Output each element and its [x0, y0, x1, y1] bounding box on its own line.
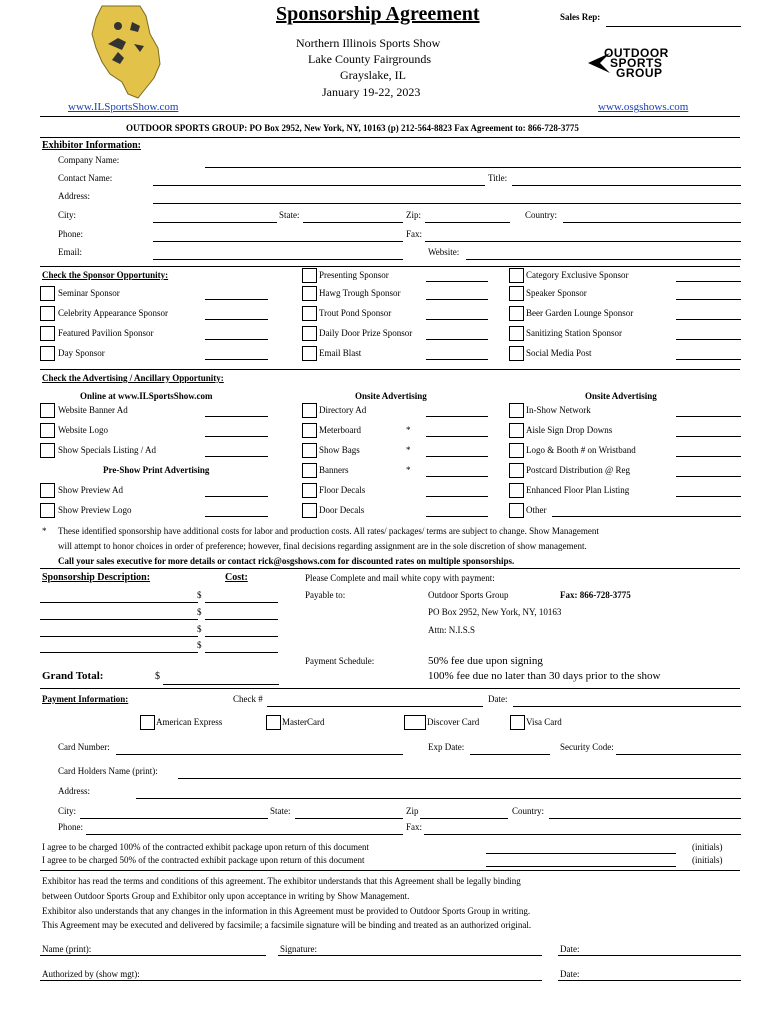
name-print-label: Name (print):: [42, 944, 92, 954]
option-label: Website Banner Ad: [58, 405, 128, 415]
checkbox-american-express[interactable]: [140, 715, 155, 730]
billing-phone-field[interactable]: [86, 834, 403, 835]
checkbox-featured-pavilion-sponsor[interactable]: [40, 326, 55, 341]
title-label: Title:: [488, 173, 508, 183]
grand-total-field[interactable]: [163, 684, 279, 685]
osg-address-line: OUTDOOR SPORTS GROUP: PO Box 2952, New York, NY, 10163 (p) 212-564-8823 Fax Agreement to: 866-728-3775: [126, 123, 579, 133]
price-field[interactable]: [676, 319, 741, 320]
city-field[interactable]: [153, 222, 277, 223]
option-label: Website Logo: [58, 425, 109, 435]
checkbox-in-show-network[interactable]: [509, 403, 524, 418]
checkbox-beer-garden-lounge-sponsor[interactable]: [509, 306, 524, 321]
price-field[interactable]: [426, 281, 488, 282]
price-field[interactable]: [676, 359, 741, 360]
online-heading: Online at www.ILSportsShow.com: [80, 391, 213, 401]
option-label: Speaker Sponsor: [526, 288, 587, 298]
option-label: Aisle Sign Drop Downs: [526, 425, 613, 435]
option-label: Enhanced Floor Plan Listing: [526, 485, 630, 495]
price-field[interactable]: [426, 319, 488, 320]
grand-total-label: Grand Total:: [42, 670, 104, 682]
terms-line-4: This Agreement may be executed and delivered by facsimile; a facsimile signature will be binding and treated as an authorized original.: [42, 920, 532, 930]
billing-phone-label: Phone:: [58, 822, 84, 832]
price-field[interactable]: [676, 299, 741, 300]
country-field[interactable]: [563, 222, 741, 223]
authorized-date-field[interactable]: [558, 980, 741, 981]
advertising-heading: Check the Advertising / Ancillary Opportunity:: [42, 373, 224, 383]
payable-to-label: Payable to:: [305, 590, 346, 600]
option-label: Directory Ad: [319, 405, 367, 415]
price-field[interactable]: [426, 496, 488, 497]
authorized-by-label: Authorized by (show mgt):: [42, 969, 140, 979]
phone-label: Phone:: [58, 229, 84, 239]
preshow-heading: Pre-Show Print Advertising: [103, 465, 210, 475]
option-label: Show Preview Ad: [58, 485, 123, 495]
price-field[interactable]: [426, 456, 488, 457]
checkbox-social-media-post[interactable]: [509, 346, 524, 361]
exp-date-label: Exp Date:: [428, 742, 465, 752]
price-field[interactable]: [676, 456, 741, 457]
checkbox-hawg-trough-sponsor[interactable]: [302, 286, 317, 301]
checkbox-banners[interactable]: [302, 463, 317, 478]
osg-logo-line3: GROUP: [616, 66, 663, 80]
checkbox-show-preview-logo[interactable]: [40, 503, 55, 518]
option-label: Meterboard: [319, 425, 361, 435]
price-field[interactable]: [205, 436, 268, 437]
price-field[interactable]: [426, 359, 488, 360]
terms-line-3: Exhibitor also understands that any changes in the information in this Agreement must be provided to Outdoor Sports Group in writing.: [42, 906, 531, 916]
agree-100-text: I agree to be charged 100% of the contracted exhibit package upon return of this document: [42, 842, 369, 852]
option-label: Sanitizing Station Sponsor: [526, 328, 623, 338]
billing-state-field[interactable]: [295, 818, 403, 819]
option-label: Other: [526, 505, 547, 515]
dollar-sign: $: [197, 607, 202, 617]
company-label: Company Name:: [58, 155, 120, 165]
payment-heading: Payment Information:: [42, 694, 129, 704]
contact-field[interactable]: [153, 185, 485, 186]
card-holder-label: Card Holders Name (print):: [58, 766, 158, 776]
checkbox-sanitizing-station-sponsor[interactable]: [509, 326, 524, 341]
checkbox-visa-card[interactable]: [510, 715, 525, 730]
asterisk-mark: *: [406, 445, 411, 455]
osg-logo: [586, 47, 702, 79]
option-label: Day Sponsor: [58, 348, 105, 358]
check-label: Check #: [233, 694, 263, 704]
option-label: Presenting Sponsor: [319, 270, 389, 280]
option-label: Show Specials Listing / Ad: [58, 445, 157, 455]
billing-address-field[interactable]: [136, 798, 741, 799]
option-label: Floor Decals: [319, 485, 366, 495]
sales-rep-field[interactable]: [606, 26, 741, 27]
payee-attn: Attn: N.I.S.S: [428, 625, 476, 635]
price-field[interactable]: [205, 456, 268, 457]
billing-zip-field[interactable]: [420, 818, 508, 819]
authorized-date-label: Date:: [560, 969, 580, 979]
billing-address-label: Address:: [58, 786, 90, 796]
cost-line[interactable]: [205, 619, 278, 620]
sponsor-heading: Check the Sponsor Opportunity:: [42, 270, 169, 280]
security-code-field[interactable]: [616, 754, 741, 755]
osg-logo-line1: OUTDOOR: [604, 46, 669, 60]
price-field[interactable]: [205, 339, 268, 340]
city-label: City:: [58, 210, 77, 220]
checkbox-logo-booth-wristband[interactable]: [509, 443, 524, 458]
left-website-link[interactable]: www.ILSportsShow.com: [68, 101, 179, 113]
payment-schedule-1: 50% fee due upon signing: [428, 655, 543, 667]
signature-field[interactable]: [278, 955, 542, 956]
payee-fax: Fax: 866-728-3775: [560, 590, 631, 600]
state-field[interactable]: [303, 222, 403, 223]
show-city: Grayslake, IL: [340, 68, 406, 82]
option-label: Door Decals: [319, 505, 365, 515]
card-label: MasterCard: [282, 717, 325, 727]
price-field[interactable]: [205, 416, 268, 417]
authorized-by-field[interactable]: [40, 980, 542, 981]
description-line[interactable]: [40, 652, 198, 653]
option-label: Banners: [319, 465, 349, 475]
description-heading: Sponsorship Description:: [42, 572, 151, 583]
country-label: Country:: [525, 210, 558, 220]
note-line-3: Call your sales executive for more details or contact rick@osgshows.com for discounted rates on multiple sponsorships.: [58, 556, 515, 566]
option-label: Seminar Sponsor: [58, 288, 120, 298]
card-label: Visa Card: [526, 717, 562, 727]
initials-label: (initials): [692, 842, 723, 852]
billing-fax-field[interactable]: [424, 834, 741, 835]
price-field[interactable]: [676, 496, 741, 497]
checkbox-speaker-sponsor[interactable]: [509, 286, 524, 301]
asterisk-mark: *: [406, 465, 411, 475]
address-field[interactable]: [153, 203, 741, 204]
price-field[interactable]: [205, 299, 268, 300]
option-label: Show Preview Logo: [58, 505, 132, 515]
title-field[interactable]: [512, 185, 741, 186]
zip-label: Zip:: [406, 210, 421, 220]
checkbox-floor-decals[interactable]: [302, 483, 317, 498]
payment-schedule-label: Payment Schedule:: [305, 656, 375, 666]
option-label: Postcard Distribution @ Reg: [526, 465, 631, 475]
price-field[interactable]: [426, 416, 488, 417]
billing-city-label: City:: [58, 806, 77, 816]
checkbox-enhanced-floor-plan-listing[interactable]: [509, 483, 524, 498]
initials-label: (initials): [692, 855, 723, 865]
illinois-map-logo: [88, 4, 168, 100]
price-field[interactable]: [426, 436, 488, 437]
price-field[interactable]: [676, 416, 741, 417]
price-field[interactable]: [205, 496, 268, 497]
checkbox-website-banner-ad[interactable]: [40, 403, 55, 418]
description-line[interactable]: [40, 636, 198, 637]
option-label: Hawg Trough Sponsor: [319, 288, 401, 298]
price-field[interactable]: [426, 339, 488, 340]
option-label: Beer Garden Lounge Sponsor: [526, 308, 634, 318]
card-number-field[interactable]: [116, 754, 403, 755]
option-label: Email Blast: [319, 348, 362, 358]
payment-date-field[interactable]: [513, 706, 741, 707]
exp-date-field[interactable]: [470, 754, 550, 755]
card-number-label: Card Number:: [58, 742, 110, 752]
email-label: Email:: [58, 247, 82, 257]
state-label: State:: [279, 210, 300, 220]
company-field[interactable]: [205, 167, 741, 168]
checkbox-celebrity-appearance-sponsor[interactable]: [40, 306, 55, 321]
checkbox-postcard-distribution[interactable]: [509, 463, 524, 478]
website-field[interactable]: [466, 259, 741, 260]
payee-name: Outdoor Sports Group: [428, 590, 509, 600]
price-field[interactable]: [426, 476, 488, 477]
checkbox-trout-pond-sponsor[interactable]: [302, 306, 317, 321]
checkbox-email-blast[interactable]: [302, 346, 317, 361]
exhibitor-heading: Exhibitor Information:: [42, 140, 141, 151]
show-name: Northern Illinois Sports Show: [296, 36, 441, 50]
zip-field[interactable]: [425, 222, 510, 223]
price-field[interactable]: [676, 476, 741, 477]
checkbox-presenting-sponsor[interactable]: [302, 268, 317, 283]
osg-logo-line2: SPORTS: [610, 56, 663, 70]
security-code-label: Security Code:: [560, 742, 614, 752]
card-label: Discover Card: [427, 717, 480, 727]
checkbox-show-preview-ad[interactable]: [40, 483, 55, 498]
name-print-field[interactable]: [40, 955, 266, 956]
payment-date-label: Date:: [488, 694, 508, 704]
option-label: Category Exclusive Sponsor: [526, 270, 629, 280]
price-field[interactable]: [205, 516, 268, 517]
mail-note: Please Complete and mail white copy with payment:: [305, 573, 495, 583]
option-label: Celebrity Appearance Sponsor: [58, 308, 168, 318]
checkbox-website-logo[interactable]: [40, 423, 55, 438]
dollar-sign: $: [197, 624, 202, 634]
cost-line[interactable]: [205, 602, 278, 603]
terms-line-2: between Outdoor Sports Group and Exhibitor only upon acceptance in writing by Show Management.: [42, 891, 410, 901]
website-label: Website:: [428, 247, 460, 257]
option-label: Show Bags: [319, 445, 360, 455]
page-title: Sponsorship Agreement: [276, 3, 480, 25]
checkbox-mastercard[interactable]: [266, 715, 281, 730]
cost-line[interactable]: [205, 636, 278, 637]
billing-country-field[interactable]: [549, 818, 741, 819]
signature-date-label: Date:: [560, 944, 580, 954]
price-field[interactable]: [426, 299, 488, 300]
payee-address: PO Box 2952, New York, NY, 10163: [428, 607, 562, 617]
description-line[interactable]: [40, 619, 198, 620]
checkbox-directory-ad[interactable]: [302, 403, 317, 418]
phone-field[interactable]: [153, 241, 403, 242]
cost-line[interactable]: [205, 652, 278, 653]
checkbox-show-bags[interactable]: [302, 443, 317, 458]
checkbox-other[interactable]: [509, 503, 524, 518]
option-label: Logo & Booth # on Wristband: [526, 445, 636, 455]
payment-schedule-2: 100% fee due no later than 30 days prior to the show: [428, 670, 661, 682]
contact-label: Contact Name:: [58, 173, 113, 183]
onsite-heading-2: Onsite Advertising: [585, 391, 657, 401]
onsite-heading-1: Onsite Advertising: [355, 391, 427, 401]
fax-field[interactable]: [425, 241, 741, 242]
initials-50-field[interactable]: [486, 866, 676, 867]
checkbox-meterboard[interactable]: [302, 423, 317, 438]
dollar-sign: $: [155, 671, 160, 682]
price-field[interactable]: [676, 281, 741, 282]
signature-date-field[interactable]: [558, 955, 741, 956]
price-field[interactable]: [676, 339, 741, 340]
other-field[interactable]: [552, 516, 741, 517]
checkbox-door-decals[interactable]: [302, 503, 317, 518]
description-line[interactable]: [40, 602, 198, 603]
right-website-link[interactable]: www.osgshows.com: [598, 101, 689, 113]
price-field[interactable]: [426, 516, 488, 517]
asterisk-mark: *: [406, 425, 411, 435]
price-field[interactable]: [205, 319, 268, 320]
billing-fax-label: Fax:: [406, 822, 423, 832]
email-field[interactable]: [153, 259, 403, 260]
sales-rep-label: Sales Rep:: [560, 12, 601, 22]
billing-country-label: Country:: [512, 806, 545, 816]
terms-line-1: Exhibitor has read the terms and conditions of this agreement. The exhibitor understands that this Agreement shall be legally binding: [42, 876, 521, 886]
dollar-sign: $: [197, 590, 202, 600]
option-label: Social Media Post: [526, 348, 592, 358]
checkbox-day-sponsor[interactable]: [40, 346, 55, 361]
dollar-sign: $: [197, 640, 202, 650]
option-label: Daily Door Prize Sponsor: [319, 328, 413, 338]
checkbox-discover-card[interactable]: [404, 715, 426, 730]
note-asterisk: *: [42, 526, 47, 536]
address-label: Address:: [58, 191, 90, 201]
checkbox-daily-door-prize-sponsor[interactable]: [302, 326, 317, 341]
show-venue: Lake County Fairgrounds: [308, 52, 432, 66]
price-field[interactable]: [676, 436, 741, 437]
checkbox-seminar-sponsor[interactable]: [40, 286, 55, 301]
note-line-1: These identified sponsorship have additional costs for labor and production costs. All rates/ packages/ terms are subject to change. Show Management: [58, 526, 599, 536]
fax-label: Fax:: [406, 229, 423, 239]
checkbox-category-exclusive-sponsor[interactable]: [509, 268, 524, 283]
agree-50-text: I agree to be charged 50% of the contracted exhibit package upon return of this document: [42, 855, 365, 865]
option-label: In-Show Network: [526, 405, 591, 415]
card-label: American Express: [156, 717, 223, 727]
billing-city-field[interactable]: [80, 818, 268, 819]
signature-label: Signature:: [280, 944, 317, 954]
checkbox-aisle-sign-drop-downs[interactable]: [509, 423, 524, 438]
billing-state-label: State:: [270, 806, 291, 816]
price-field[interactable]: [205, 359, 268, 360]
check-number-field[interactable]: [267, 706, 483, 707]
card-holder-field[interactable]: [178, 778, 741, 779]
show-dates: January 19-22, 2023: [322, 85, 421, 99]
option-label: Trout Pond Sponsor: [319, 308, 392, 318]
cost-heading: Cost:: [225, 572, 248, 583]
initials-100-field[interactable]: [486, 853, 676, 854]
option-label: Featured Pavilion Sponsor: [58, 328, 154, 338]
checkbox-show-specials-listing[interactable]: [40, 443, 55, 458]
billing-zip-label: Zip: [406, 806, 419, 816]
note-line-2: will attempt to honor choices in order of preference; however, final decisions regarding assignment are in the sole discretion of show management.: [58, 541, 587, 551]
